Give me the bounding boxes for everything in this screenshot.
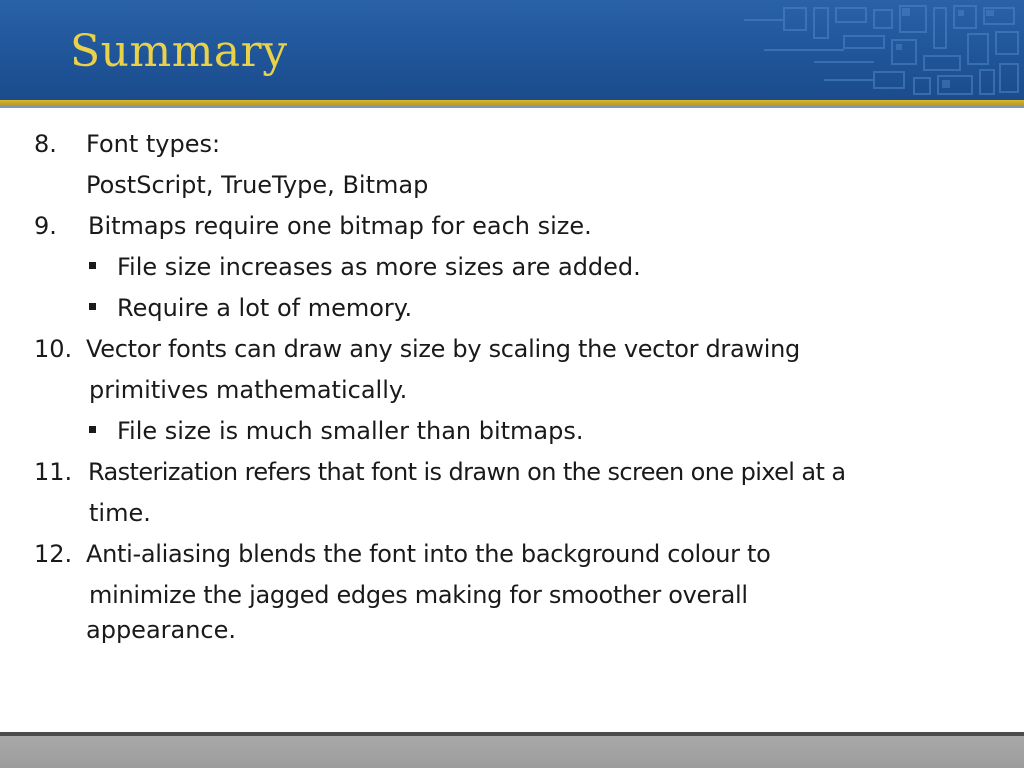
list-item: Rasterization refers that font is drawn on the screen one pixel at a <box>88 458 846 486</box>
list-item: Bitmaps require one bitmap for each size. <box>88 212 592 240</box>
list-number: 12. <box>34 540 73 568</box>
list-item: primitives mathematically. <box>89 376 408 404</box>
list-item: Font types: <box>86 130 221 158</box>
square-bullet-icon <box>89 426 96 433</box>
list-number: 10. <box>34 335 73 363</box>
square-bullet-icon <box>89 303 96 310</box>
list-number: 9. <box>34 212 57 240</box>
list-item: time. <box>89 499 151 527</box>
footer-bar <box>0 732 1024 768</box>
list-item: PostScript, TrueType, Bitmap <box>86 171 429 199</box>
list-item: File size increases as more sizes are added. <box>117 253 641 281</box>
list-item: Vector fonts can draw any size by scaling the vector drawing <box>86 335 800 363</box>
list-item: minimize the jagged edges making for smoother overall <box>89 581 748 609</box>
list-item: File size is much smaller than bitmaps. <box>117 417 584 445</box>
list-item: Require a lot of memory. <box>117 294 413 322</box>
list-number: 11. <box>34 458 73 486</box>
slide-title: Summary <box>70 26 288 77</box>
square-bullet-icon <box>89 262 96 269</box>
list-item: appearance. <box>86 616 237 644</box>
list-item: Anti-aliasing blends the font into the background colour to <box>86 540 771 568</box>
list-number: 8. <box>34 130 57 158</box>
